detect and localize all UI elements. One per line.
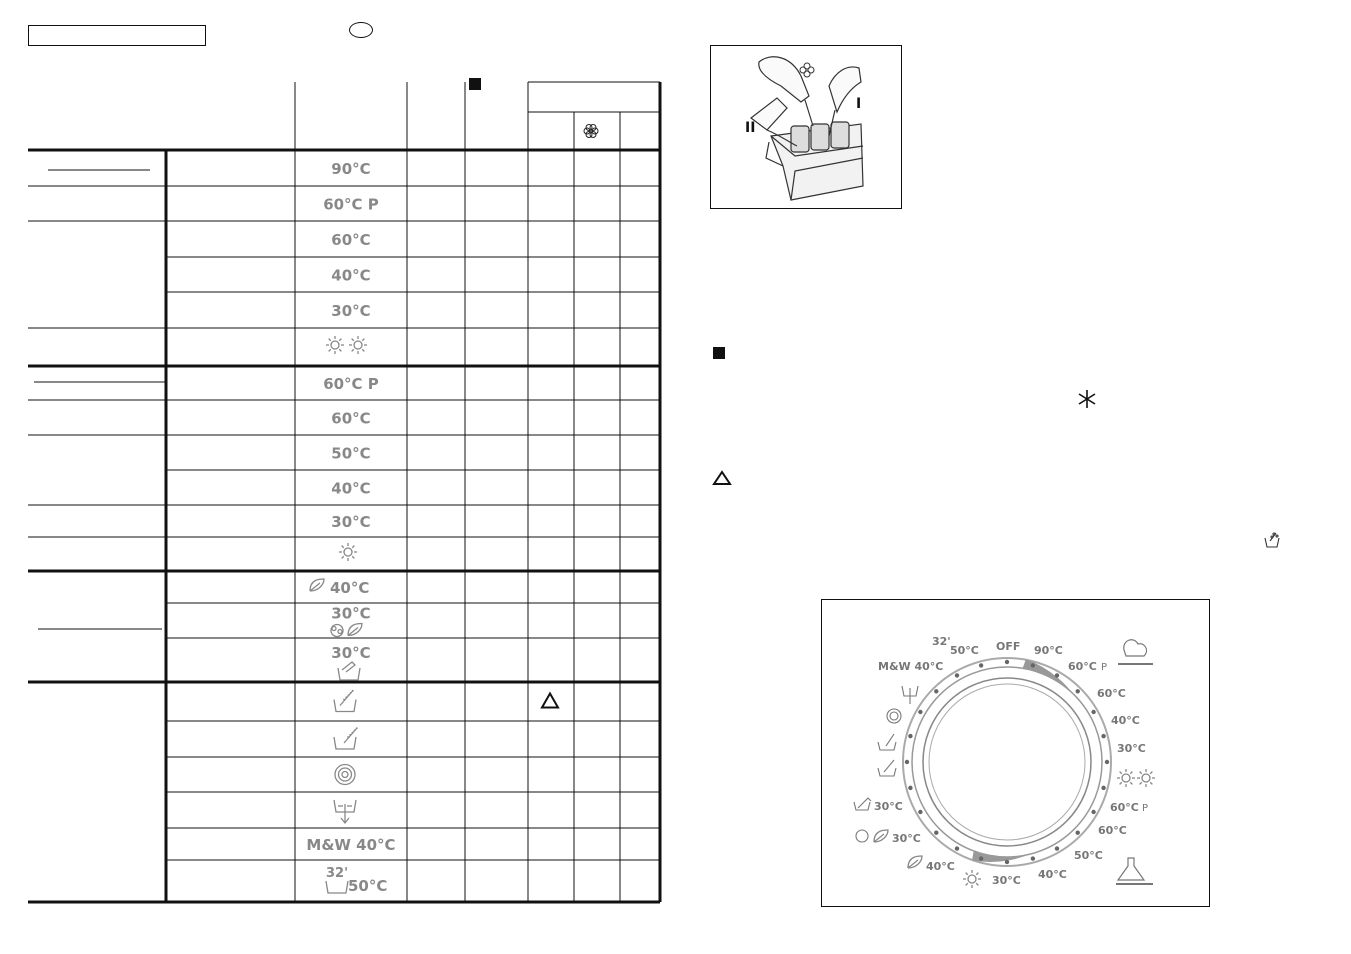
dial-label: 32' xyxy=(932,635,951,648)
sun-icon xyxy=(339,543,357,561)
dial-label: 60°C xyxy=(1068,660,1097,673)
row-label: 30°C xyxy=(331,644,371,662)
row-label: 40°C xyxy=(331,479,371,498)
sun-icon xyxy=(963,870,981,888)
triangle-icon xyxy=(712,470,732,486)
row-label: 40°C xyxy=(330,579,370,597)
row-label: 60°C P xyxy=(323,375,379,393)
dial-dot xyxy=(1076,831,1080,835)
dial-dot xyxy=(908,734,912,738)
snowflake-icon xyxy=(1077,389,1097,409)
dial-label: 40°C xyxy=(926,860,955,873)
dial-dot xyxy=(934,831,938,835)
dial-dot xyxy=(918,710,922,714)
program-table xyxy=(0,0,670,910)
dial-dot xyxy=(905,760,909,764)
double-sun-icon xyxy=(1117,769,1155,787)
dial-dot xyxy=(1031,663,1035,667)
dial-dot xyxy=(1105,760,1109,764)
detergent-dispenser-figure xyxy=(710,45,902,209)
dial-dot xyxy=(1055,673,1059,677)
dial-dot xyxy=(908,786,912,790)
dial-dot xyxy=(918,810,922,814)
dial-label-off: OFF xyxy=(996,640,1021,653)
wool-leaf-icon xyxy=(856,830,888,842)
row-label: 60°C P xyxy=(323,195,379,214)
table-row xyxy=(334,727,358,749)
square-icon xyxy=(713,347,725,359)
dial-label: P xyxy=(1101,662,1108,673)
row-label: 50°C xyxy=(331,444,371,463)
spin-icon xyxy=(887,709,901,723)
table-row xyxy=(310,579,324,591)
double-sun-icon xyxy=(326,336,367,354)
row-label: 30°C xyxy=(331,302,371,320)
row-label: 50°C xyxy=(348,877,388,895)
leaf-icon xyxy=(310,579,324,591)
dial-label: 50°C xyxy=(1074,849,1103,862)
row-prefix: 32' xyxy=(326,866,349,881)
dial-face xyxy=(912,667,1102,857)
table-row xyxy=(338,662,360,680)
dial-label: 30°C xyxy=(992,874,1021,887)
flower-icon xyxy=(584,125,598,138)
prewash-cloud-icon xyxy=(1124,640,1147,656)
drain-icon xyxy=(334,800,356,823)
dial-label: P xyxy=(1142,803,1149,814)
dial-dot xyxy=(1101,786,1105,790)
short-wash-tub-icon xyxy=(326,881,348,893)
square-icon xyxy=(469,78,481,90)
dial-dot xyxy=(955,673,959,677)
dial-dot xyxy=(1091,810,1095,814)
dial-label: 60°C xyxy=(1097,687,1126,700)
row-label: 40°C xyxy=(331,266,371,285)
dial-dot xyxy=(934,689,938,693)
compartment-ii-label: II xyxy=(745,120,756,136)
row-label: 60°C xyxy=(331,409,371,428)
dial-label: 40°C xyxy=(1038,868,1067,881)
row-label: 90°C xyxy=(331,160,371,178)
hand-wash-icon xyxy=(854,798,871,810)
dial-dot xyxy=(955,846,959,850)
dial-label: 60°C xyxy=(1110,801,1139,814)
rinse-shower-icon xyxy=(1262,530,1282,550)
dial-label: 30°C xyxy=(1117,742,1146,755)
dial-dot xyxy=(1055,846,1059,850)
rinse-icon xyxy=(878,760,896,776)
flask-icon xyxy=(1118,858,1144,880)
dial-label: 40°C xyxy=(1111,714,1140,727)
dial-label: M&W 40°C xyxy=(878,660,944,673)
dial-dot xyxy=(1076,689,1080,693)
triangle-icon xyxy=(542,694,558,708)
table-row xyxy=(334,800,356,823)
row-label: 60°C xyxy=(331,231,371,249)
table-row xyxy=(339,543,357,561)
hand-wash-icon xyxy=(338,662,360,680)
dial-dot xyxy=(1005,860,1009,864)
program-dial-figure xyxy=(821,599,1210,907)
table-row xyxy=(326,336,367,354)
delicate-rinse-icon xyxy=(878,734,896,750)
program-dial xyxy=(822,600,1209,906)
dial-label: 30°C xyxy=(892,832,921,845)
dial-dot xyxy=(979,856,983,860)
table-row xyxy=(326,881,348,893)
row-label: 30°C xyxy=(331,604,371,623)
dial-dot xyxy=(1101,734,1105,738)
wool-leaf-icon xyxy=(331,624,362,637)
dial-label: 50°C xyxy=(950,644,979,657)
leaf-icon xyxy=(908,856,922,868)
dial-label: 60°C xyxy=(1098,824,1127,837)
row-label: M&W 40°C xyxy=(306,836,396,854)
dial-dot xyxy=(979,663,983,667)
dial-label: 90°C xyxy=(1034,644,1063,657)
row-label: 30°C xyxy=(331,513,371,531)
dial-label: 30°C xyxy=(874,800,903,813)
dispenser-illustration-icon xyxy=(711,46,901,208)
compartment-i-label: I xyxy=(856,96,862,112)
spin-icon xyxy=(335,765,355,785)
table-row xyxy=(334,690,558,712)
dial-dot xyxy=(1005,660,1009,664)
dial-dot xyxy=(1031,856,1035,860)
table-row xyxy=(335,765,355,785)
rinse-icon xyxy=(334,690,356,712)
dial-dot xyxy=(1091,710,1095,714)
table-row xyxy=(331,624,362,637)
delicate-rinse-icon xyxy=(334,727,358,749)
